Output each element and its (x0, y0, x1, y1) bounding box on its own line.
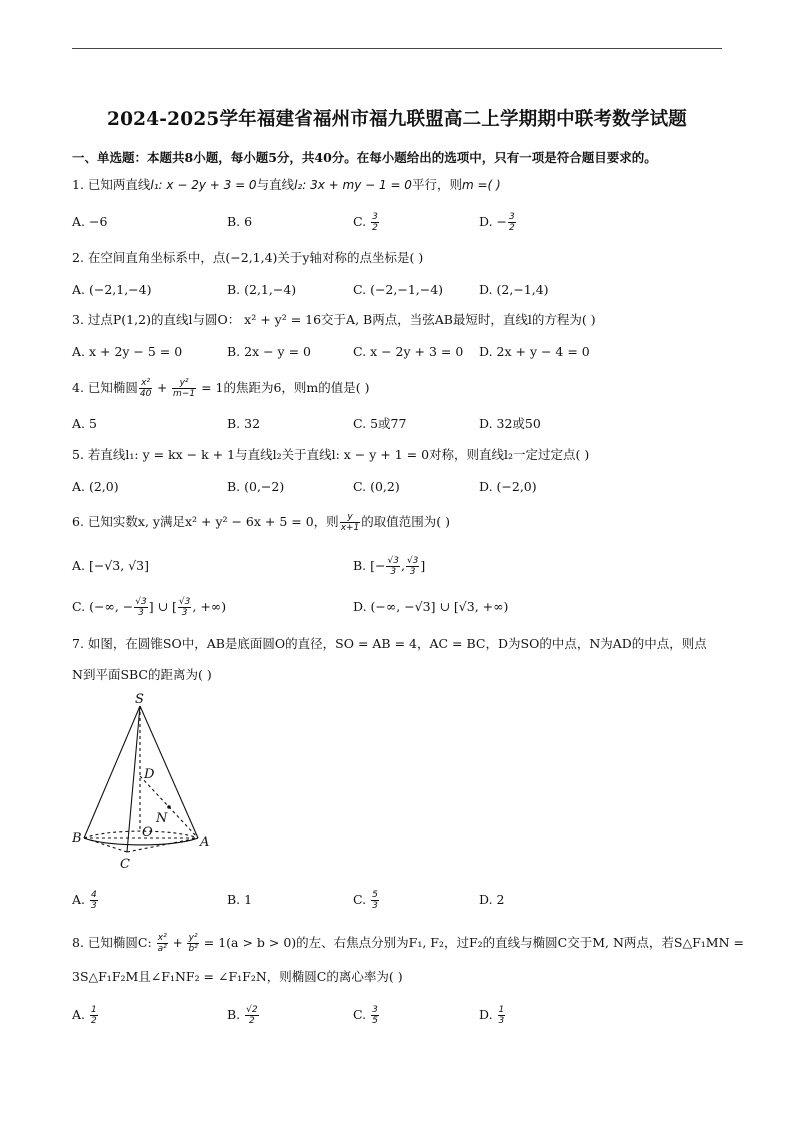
q6-options-row2 (72, 597, 722, 617)
question-7-line2: N到平面SBC的距离为( ) (72, 667, 212, 682)
q8-option-c[interactable] (353, 1005, 380, 1026)
q1-d-num: 3 (509, 212, 515, 222)
q2-option-b[interactable]: B. (2,1,−4) (227, 282, 297, 297)
q8-d-den: 3 (498, 1016, 505, 1026)
q8-f1-den: a² (157, 944, 167, 954)
q7-option-a[interactable] (72, 890, 99, 911)
q8-option-a[interactable] (72, 1005, 99, 1026)
q8-b-label: B. (227, 1007, 245, 1022)
cone-base-back (84, 831, 198, 838)
q4-fraction-y (172, 378, 196, 399)
q6-option-b[interactable] (353, 556, 425, 577)
q6-c-n1: √3 (135, 597, 147, 607)
q7-a-num: 4 (90, 890, 97, 900)
q8-b-frac (245, 1005, 258, 1026)
q7-option-c[interactable] (353, 890, 380, 911)
q4-fraction-x (139, 378, 152, 399)
label-B: B (72, 831, 82, 846)
q1-line1: l₁: x − 2y + 3 = 0 (150, 178, 257, 192)
q6-post: 的取值范围为( ) (361, 514, 451, 529)
q4-options (72, 414, 722, 434)
segment-CB (84, 838, 127, 852)
question-2: 2. 在空间直角坐标系中，点(−2,1,4)关于y轴对称的点坐标是( ) (72, 250, 424, 265)
cone-figure (72, 690, 222, 875)
q1-option-d[interactable] (479, 212, 517, 233)
q8-fraction-y (187, 933, 198, 954)
q2-option-d[interactable]: D. (2,−1,4) (479, 282, 549, 297)
q7-options (72, 890, 722, 910)
q5-option-d[interactable]: D. (−2,0) (479, 479, 537, 494)
q6-c-mid: ] ∪ [ (148, 599, 177, 614)
q6-c-label: C. (−∞, − (72, 599, 134, 614)
label-S: S (135, 692, 144, 707)
q6-c-d2: 3 (181, 608, 188, 618)
q8-a-label: A. (72, 1007, 89, 1022)
q7-a-frac (90, 890, 98, 911)
q1-option-a[interactable]: A. −6 (72, 214, 108, 229)
q4-plus: + (153, 381, 172, 395)
q2-option-c[interactable]: C. (−2,−1,−4) (353, 282, 444, 297)
q1-line2: l₂: 3x + my − 1 = 0 (294, 178, 412, 192)
q1-option-b[interactable]: B. 6 (227, 214, 253, 229)
q6-option-a[interactable]: A. [−√3, √3] (72, 558, 149, 573)
q7-c-den: 3 (372, 901, 378, 911)
q4-pre: 4. 已知椭圆 (72, 380, 138, 395)
q6-options-row1 (72, 556, 722, 576)
q6-f-den: x+1 (340, 523, 360, 533)
q1-options (72, 212, 722, 232)
page-title: 2024-2025学年福建省福州市福九联盟高二上学期期中联考数学试题 (107, 109, 687, 130)
q8-d-label: D. (479, 1007, 497, 1022)
question-3: 3. 过点P(1,2)的直线l与圆O： x² + y² = 16交于A, B两点，当弦AB最短时，直线l的方程为( ) (72, 312, 596, 327)
q6-c-end: , +∞) (192, 599, 227, 614)
q3-options (72, 342, 722, 362)
label-C: C (120, 857, 130, 872)
q4-option-c[interactable]: C. 5或77 (353, 416, 407, 431)
q8-a-den: 2 (90, 1016, 97, 1026)
q6-b-d2: 3 (409, 567, 416, 577)
q5-options (72, 477, 722, 497)
q4-option-a[interactable]: A. 5 (72, 416, 97, 431)
q8-c-num: 3 (372, 1005, 378, 1015)
q5-option-a[interactable]: A. (2,0) (72, 479, 119, 494)
section-heading: 一、单选题：本题共8小题，每小题5分，共40分。在每小题给出的选项中，只有一项是符合题目要求的。 (72, 150, 657, 165)
q8-post: = 1(a > b > 0)的左、右焦点分别为F₁, F₂，过F₂的直线与椭圆C交于M, N两点，若S△F₁MN = (199, 935, 744, 950)
q8-c-label: C. (353, 1007, 371, 1022)
question-5: 5. 若直线l₁: y = kx − k + 1与直线l₂关于直线l: x − y + 1 = 0对称，则直线l₂一定过定点( ) (72, 447, 590, 462)
q8-f1-num: x² (157, 933, 167, 943)
q4-f1-den: 40 (139, 389, 152, 399)
q8-fraction-x (157, 933, 168, 954)
q8-d-frac (498, 1005, 506, 1026)
q8-b-den: 2 (249, 1016, 255, 1026)
q1-post: 平行，则 (411, 177, 462, 192)
q1-option-d-fraction (508, 212, 516, 233)
q8-d-num: 1 (498, 1005, 505, 1015)
q1-option-c[interactable] (353, 212, 380, 233)
q7-a-den: 3 (90, 901, 97, 911)
q1-mid: 与直线 (256, 177, 295, 192)
question-8-line1 (72, 933, 744, 954)
q4-option-b[interactable]: B. 32 (227, 416, 261, 431)
label-O: O (142, 825, 153, 840)
q1-option-d-label: D. − (479, 214, 507, 229)
q6-b-d1: 3 (390, 567, 397, 577)
q8-option-b[interactable] (227, 1005, 260, 1026)
q8-f2-den: b² (188, 944, 198, 954)
q3-option-b[interactable]: B. 2x − y = 0 (227, 344, 311, 359)
q6-b-n2: √3 (406, 556, 419, 566)
q8-plus: + (168, 936, 187, 950)
header-rule (72, 48, 722, 49)
q8-c-frac (371, 1005, 379, 1026)
label-A: A (200, 835, 210, 850)
q8-a-num: 1 (90, 1005, 97, 1015)
q8-c-den: 5 (372, 1016, 378, 1026)
q6-option-d[interactable]: D. (−∞, −√3] ∪ [√3, +∞) (353, 599, 509, 614)
q6-b-n1: √3 (387, 556, 399, 566)
q1-option-c-label: C. (353, 214, 371, 229)
q1-pre: 1. 已知两直线 (72, 177, 151, 192)
q6-option-c[interactable] (72, 597, 226, 618)
q8-options (72, 1005, 722, 1025)
q3-option-c[interactable]: C. x − 2y + 3 = 0 (353, 344, 464, 359)
edge-SC (127, 706, 140, 852)
q4-f1-num: x² (139, 378, 152, 389)
q5-option-c[interactable]: C. (0,2) (353, 479, 400, 494)
question-6 (72, 512, 450, 533)
q6-b-mid: , (400, 558, 405, 573)
q4-option-d[interactable]: D. 32或50 (479, 416, 541, 431)
question-8-line2: 3S△F₁F₂M且∠F₁NF₂ = ∠F₁F₂N，则椭圆C的离心率为( ) (72, 969, 403, 984)
q6-b-frac2 (406, 556, 419, 577)
label-D: D (144, 767, 155, 782)
point-N (167, 805, 171, 809)
question-7-line1: 7. 如图，在圆锥SO中，AB是底面圆O的直径，SO = AB = 4，AC = BC，D为SO的中点，N为AD的中点，则点 (72, 636, 707, 651)
label-N: N (156, 811, 168, 826)
q8-a-frac (90, 1005, 98, 1026)
q1-c-den: 2 (372, 223, 378, 233)
q8-b-num: √2 (246, 1005, 258, 1015)
q2-options (72, 280, 722, 300)
q6-pre: 6. 已知实数x, y满足x² + y² − 6x + 5 = 0，则 (72, 514, 339, 529)
q7-c-num: 5 (372, 890, 378, 900)
q7-option-b[interactable]: B. 1 (227, 892, 253, 907)
q3-option-d[interactable]: D. 2x + y − 4 = 0 (479, 344, 590, 359)
q7-option-d[interactable]: D. 2 (479, 892, 505, 907)
q7-c-label: C. (353, 892, 371, 907)
edge-SB (84, 706, 140, 838)
q1-d-den: 2 (509, 223, 515, 233)
question-1 (72, 176, 501, 194)
question-4 (72, 378, 370, 399)
q5-option-b[interactable]: B. (0,−2) (227, 479, 285, 494)
q6-c-n2: √3 (178, 597, 191, 607)
q1-option-c-fraction (371, 212, 379, 233)
q6-c-frac2 (178, 597, 191, 618)
q4-post: = 1的焦距为6，则m的值是( ) (197, 380, 370, 395)
q6-b-end: ] (420, 558, 426, 573)
q6-f-num: y (340, 512, 361, 523)
q6-c-frac1 (134, 597, 147, 618)
q4-f2-num: y² (172, 378, 196, 389)
q8-pre: 8. 已知椭圆C: (72, 935, 156, 950)
q7-c-frac (371, 890, 379, 911)
q6-b-frac1 (386, 556, 399, 577)
q6-fraction (340, 512, 361, 533)
q3-option-a[interactable]: A. x + 2y − 5 = 0 (72, 344, 183, 359)
q2-option-a[interactable]: A. (−2,1,−4) (72, 282, 152, 297)
q7-a-label: A. (72, 892, 89, 907)
q8-option-d[interactable] (479, 1005, 506, 1026)
q8-f2-num: y² (188, 933, 198, 943)
q1-c-num: 3 (372, 212, 378, 222)
q1-ask: m =( ) (461, 178, 501, 192)
q4-f2-den: m−1 (173, 389, 196, 399)
q6-c-d1: 3 (138, 608, 144, 618)
q6-b-label: B. [− (353, 558, 386, 573)
